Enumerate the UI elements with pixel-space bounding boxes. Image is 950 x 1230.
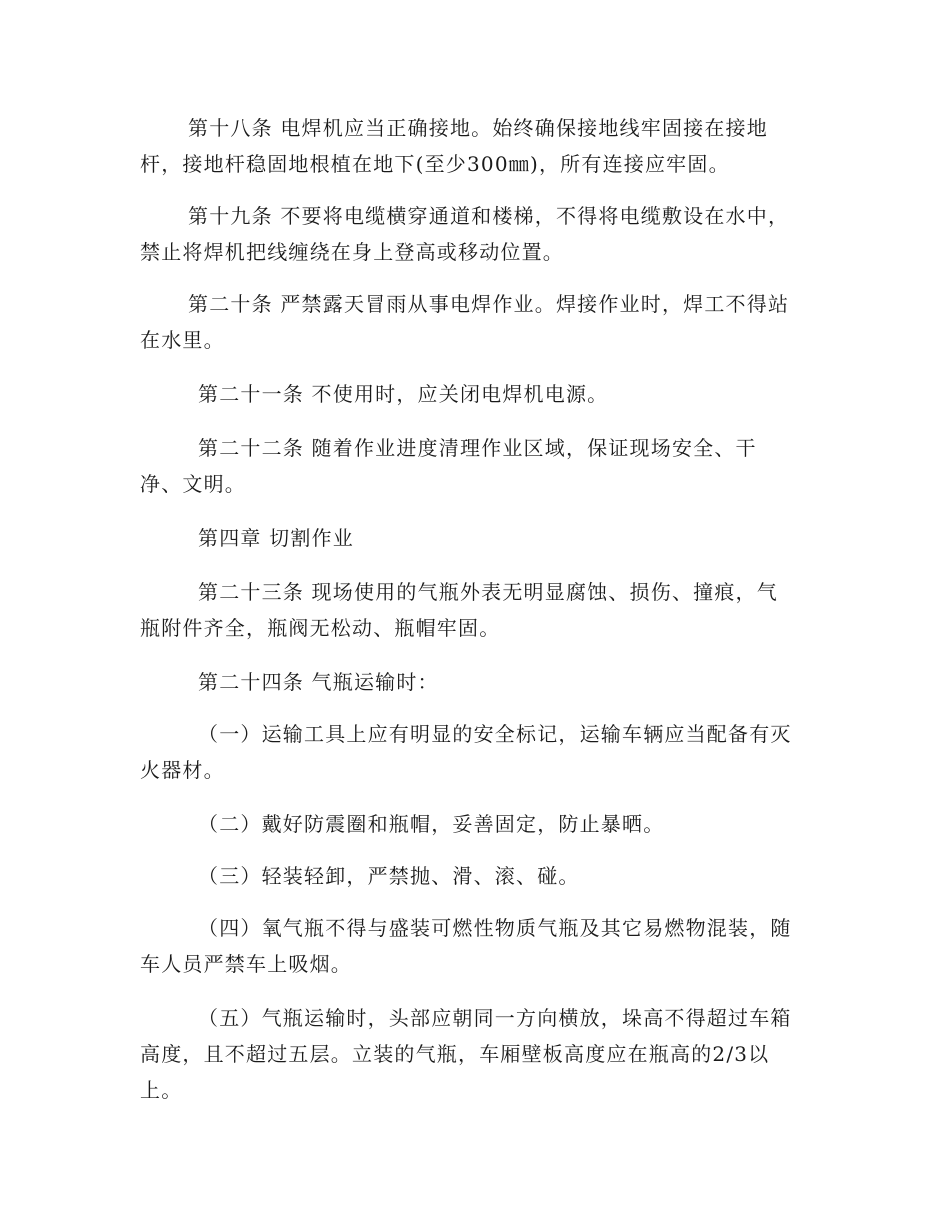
- text-line: 第二十一条 不使用时，应关闭电焊机电源。: [198, 382, 609, 406]
- article-18: [140, 110, 810, 182]
- chapter-heading: [140, 520, 810, 556]
- list-item-4: [140, 910, 810, 982]
- article-19: [140, 198, 810, 270]
- text-line: 瓶附件齐全，瓶阀无松动、瓶帽牢固。: [140, 616, 501, 640]
- text-line: 在水里。: [140, 328, 225, 352]
- article-24: [140, 664, 810, 700]
- article-23: [140, 574, 810, 646]
- text-line: （二）戴好防震圈和瓶帽，妥善固定，防止暴晒。: [198, 812, 665, 836]
- text-line: 第十八条 电焊机应当正确接地。始终确保接地线牢固接在接地: [188, 116, 768, 140]
- text-line: （四）氧气瓶不得与盛装可燃性物质气瓶及其它易燃物混装，随: [198, 916, 792, 940]
- article-21: [140, 376, 810, 412]
- text-line: （一）运输工具上应有明显的安全标记，运输车辆应当配备有灭: [198, 722, 792, 746]
- text-line: 第二十四条 气瓶运输时：: [198, 670, 439, 694]
- list-item-5: [140, 1000, 810, 1108]
- chapter-title: 第四章 切割作业: [198, 526, 354, 550]
- text-line: 第二十二条 随着作业进度清理作业区域，保证现场安全、干: [198, 436, 757, 460]
- article-20: [140, 286, 810, 358]
- list-item-3: [140, 858, 810, 894]
- list-item-1: [140, 716, 810, 788]
- text-line: 第二十三条 现场使用的气瓶外表无明显腐蚀、损伤、撞痕，气: [198, 580, 778, 604]
- text-line: （五）气瓶运输时，头部应朝同一方向横放，垛高不得超过车箱: [198, 1006, 792, 1030]
- text-line: 上。: [140, 1078, 183, 1102]
- text-line: 火器材。: [140, 758, 225, 782]
- text-line: 杆，接地杆稳固地根植在地下(至少300㎜)，所有连接应牢固。: [140, 152, 730, 176]
- text-line: （三）轻装轻卸，严禁抛、滑、滚、碰。: [198, 864, 580, 888]
- text-line: 高度，且不超过五层。立装的气瓶，车厢壁板高度应在瓶高的2/3以: [140, 1042, 770, 1066]
- list-item-2: [140, 806, 810, 842]
- text-line: 第二十条 严禁露天冒雨从事电焊作业。焊接作业时，焊工不得站: [188, 292, 790, 316]
- text-line: 禁止将焊机把线缠绕在身上登高或移动位置。: [140, 240, 564, 264]
- article-22: [140, 430, 810, 502]
- text-line: 第十九条 不要将电缆横穿通道和楼梯，不得将电缆敷设在水中，: [188, 204, 790, 228]
- text-line: 净、文明。: [140, 472, 246, 496]
- text-line: 车人员严禁车上吸烟。: [140, 952, 352, 976]
